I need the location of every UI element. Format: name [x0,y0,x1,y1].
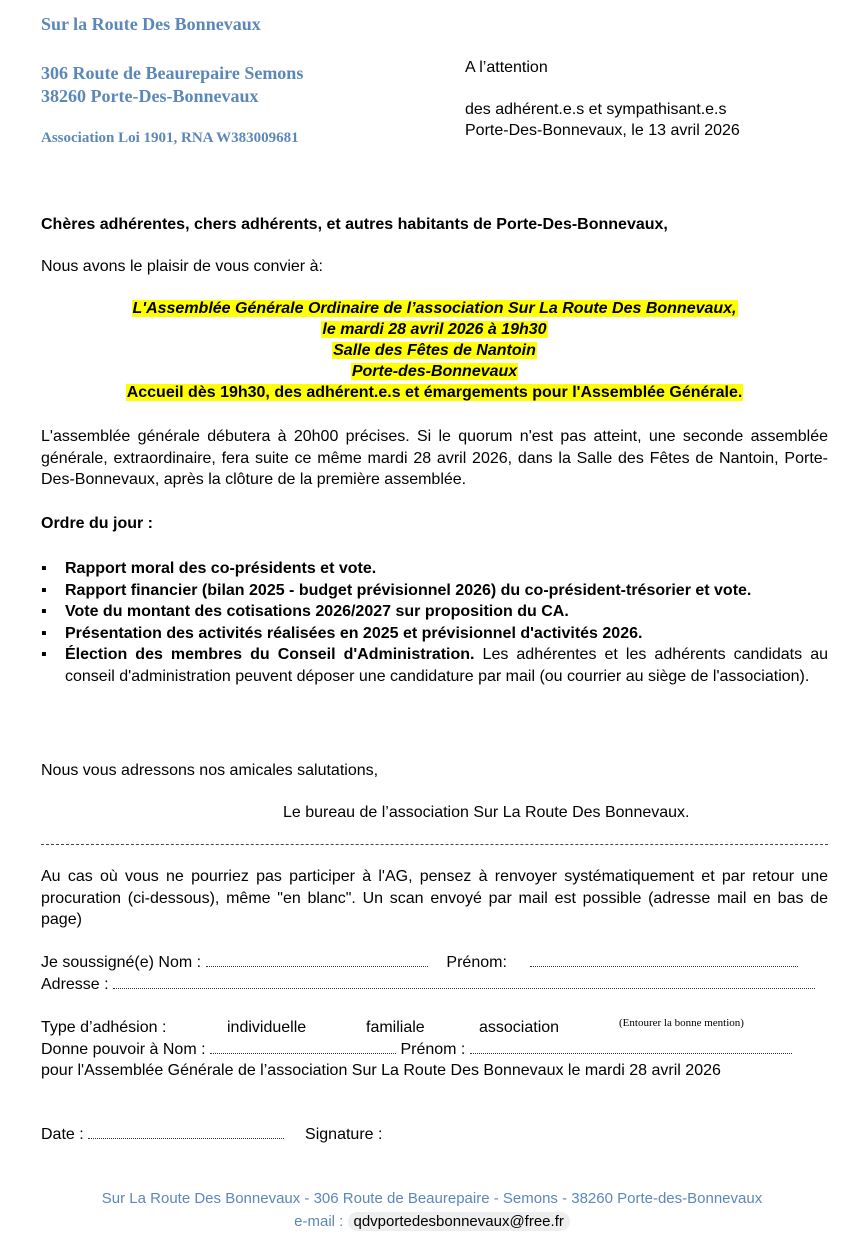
closing-salutation: Nous vous adressons nos amicales salutations, [41,762,379,779]
proxy-firstname-label: Prénom: [446,954,507,971]
proxy-name-row [41,952,828,974]
date-label: Date : [41,1126,84,1143]
membership-option-association[interactable]: association [479,1019,560,1036]
membership-option-family[interactable]: familiale [366,1019,425,1036]
cut-line-divider [41,844,828,845]
bullet-icon: ▪ [41,646,47,663]
footer-email-row [0,1213,864,1230]
proxy-purpose: pour l'Assemblée Générale de l’association Sur La Route Des Bonnevaux le mardi 28 avril 2026 [41,1062,721,1079]
proxy-address-field[interactable] [113,974,815,989]
event-title: L'Assemblée Générale Ordinaire de l’association Sur La Route Des Bonnevaux, [132,300,737,317]
delegate-firstname-label: Prénom : [400,1041,466,1058]
signature-line: Le bureau de l’association Sur La Route Des Bonnevaux. [283,804,690,821]
bullet-icon: ▪ [41,581,47,599]
body-paragraph: L'assemblée générale débutera à 20h00 précises. Si le quorum n'est pas atteint, une seconde assemblée générale, extraordinaire, fera suite ce même mardi 28 avril 2026, dans la Salle des Fêtes de Nantoin, Porte-Des-Bonnevaux, après la clôture de la première assemblée. [41,428,828,488]
agenda-item: ▪ Élection des membres du Conseil d'Administration. Les adhérentes et les adhérents candidats au conseil d'administration peuvent déposer une candidature par mail (ou courrier au siège de l'association). [41,646,828,685]
agenda-item: ▪ Rapport moral des co-présidents et vote. [41,558,828,580]
association-title: Sur la Route Des Bonnevaux [41,14,261,34]
proxy-address-label: Adresse : [41,976,109,993]
intro-text: Nous avons le plaisir de vous convier à: [41,258,323,275]
membership-option-individual[interactable]: individuelle [227,1019,307,1036]
delegate-name-field[interactable] [210,1039,396,1054]
bullet-icon: ▪ [41,624,47,642]
event-venue: Salle des Fêtes de Nantoin [333,342,536,359]
event-date: le mardi 28 avril 2026 à 19h30 [322,321,547,338]
agenda-title: Ordre du jour : [41,515,153,532]
membership-note: (Entourer la bonne mention) [619,1017,744,1029]
agenda-list [41,558,828,687]
recipient-place-date: Porte-Des-Bonnevaux, le 13 avril 2026 [465,122,740,139]
footer-address: Sur La Route Des Bonnevaux - 306 Route de Beaurepaire - Semons - 38260 Porte-des-Bonnevaux [101,1190,763,1207]
proxy-firstname-field[interactable] [530,952,798,967]
proxy-delegate-row [41,1039,828,1061]
recipient-attention: A l’attention [465,59,548,76]
bullet-icon: ▪ [41,560,47,577]
association-registration: Association Loi 1901, RNA W383009681 [41,130,299,146]
membership-type-label: Type d’adhésion : [41,1019,167,1036]
agenda-item: ▪ Présentation des activités réalisées en 2025 et prévisionnel d'activités 2026. [41,623,828,645]
signature-label: Signature : [305,1126,383,1143]
address-line-2: 38260 Porte-Des-Bonnevaux [41,86,259,106]
membership-type-row [41,1017,828,1039]
proxy-name-label: Je soussigné(e) Nom : [41,954,202,971]
date-signature-row [41,1124,828,1146]
address-line-1: 306 Route de Beaurepaire Semons [41,63,304,83]
proxy-address-row [41,974,828,996]
association-address [41,62,303,108]
greeting: Chères adhérentes, chers adhérents, et autres habitants de Porte-Des-Bonnevaux, [41,216,668,233]
proxy-intro: Au cas où vous ne pourriez pas participer à l'AG, pensez à renvoyer systématiquement et par retour une procuration (ci-dessous), même "en blanc". Un scan envoyé par mail est possible (adresse mail en bas de page) [41,868,828,928]
delegate-name-label: Donne pouvoir à Nom : [41,1041,206,1058]
recipient-block [465,57,740,141]
agenda-item: ▪ Rapport financier (bilan 2025 - budget prévisionnel 2026) du co-président-trésorier et vote. [41,580,828,602]
date-field[interactable] [88,1124,284,1139]
delegate-firstname-field[interactable] [470,1039,792,1054]
proxy-name-field[interactable] [206,952,428,967]
footer-email-link[interactable]: qdvportedesbonnevaux@free.fr [348,1212,570,1231]
event-welcome: Accueil dès 19h30, des adhérent.e.s et émargements pour l'Assemblée Générale. [126,384,743,401]
event-town: Porte-des-Bonnevaux [351,363,518,380]
event-announcement [41,298,828,403]
recipient-audience: des adhérent.e.s et sympathisant.e.s [465,101,727,118]
agenda-item: ▪ Vote du montant des cotisations 2026/2027 sur proposition du CA. [41,601,828,623]
bullet-icon: ▪ [41,603,47,620]
footer-email-label: e-mail : [294,1213,344,1230]
